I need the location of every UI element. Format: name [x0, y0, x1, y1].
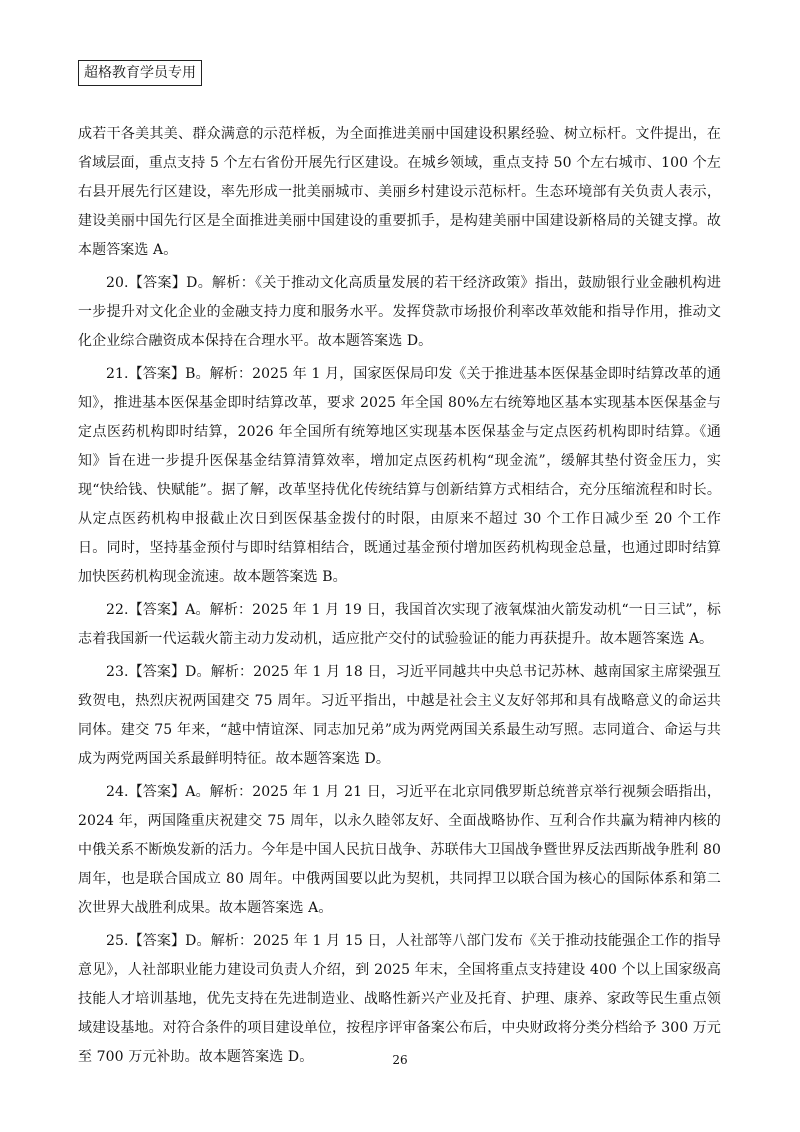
answer-paragraph-25: 25.【答案】D。解析：2025 年 1 月 15 日，人社部等八部门发布《关于推动技能强企工作的指导意见》，人社部职业能力建设司负责人介绍，到 2025 年末，全国将重点支持建设 400 个以上国家级高技能人才培训基地，优先支持在先进制造业、战略性新兴产业及托育、护理、康养、家政等民生重点领域建设基地。对符合条件的项目建设单位，按程序评审备案公布后，中央财政将分类分档给予 300 万元至 700 万元补助。故本题答案选 D。 — [78, 933, 721, 1065]
answer-paragraph-21: 21.【答案】B。解析：2025 年 1 月，国家医保局印发《关于推进基本医保基金即时结算改革的通知》，推进基本医保基金即时结算改革，要求 2025 年全国 80%左右统筹地区基本实现基本医保基金与定点医药机构即时结算，2026 年全国所有统筹地区实现基本医保基金与定点医药机构即时结算。《通知》旨在进一步提升医保基金结算清算效率，增加定点医药机构“现金流”，缓解其垫付资金压力，实现“快给钱、快赋能”。据了解，改革坚持优化传统结算与创新结算方式相结合，充分压缩流程和时长。从定点医药机构申报截止次日到医保基金拨付的时限，由原来不超过 30 个工作日减少至 20 个工作日。同时，坚持基金预付与即时结算相结合，既通过基金预付增加医药机构现金总量，也通过即时结算加快医药机构现金流速。故本题答案选 B。 — [78, 366, 722, 585]
answer-paragraph-23: 23.【答案】D。解析：2025 年 1 月 18 日，习近平同越共中央总书记苏林、越南国家主席梁强互致贺电，热烈庆祝两国建交 75 周年。习近平指出，中越是社会主义友好邻邦和具有战略意义的命运共同体。建交 75 年来，“越中情谊深、同志加兄弟”成为两党两国关系最生动写照。志同道合、命运与共成为两党两国关系最鲜明特征。故本题答案选 D。 — [78, 664, 721, 767]
answer-paragraph-20: 20.【答案】D。解析：《关于推动文化高质量发展的若干经济政策》指出，鼓励银行业金融机构进一步提升对文化企业的金融支持力度和服务水平。发挥贷款市场报价利率改革效能和指导作用，推动文化企业综合融资成本保持在合理水平。故本题答案选 D。 — [78, 275, 721, 349]
document-body — [78, 120, 721, 1076]
paragraph-continuation: 成若干各美其美、群众满意的示范样板，为全面推进美丽中国建设积累经验、树立标杆。文件提出，在省域层面，重点支持 5 个左右省份开展先行区建设。在城乡领域，重点支持 50 个左右城市、100 个左右县开展先行区建设，率先形成一批美丽城市、美丽乡村建设示范标杆。生态环境部有关负责人表示，建设美丽中国先行区是全面推进美丽中国建设的重要抓手，是构建美丽中国建设新格局的关键支撑。故本题答案选 A。 — [78, 126, 721, 258]
header-label: 超格教育学员专用 — [78, 60, 202, 86]
answer-paragraph-22: 22.【答案】A。解析：2025 年 1 月 19 日，我国首次实现了液氧煤油火箭发动机“一日三试”，标志着我国新一代运载火箭主动力发动机，适应批产交付的试验验证的能力再获提升。故本题答案选 A。 — [78, 602, 721, 647]
page-number: 26 — [392, 1053, 408, 1067]
answer-paragraph-24: 24.【答案】A。解析：2025 年 1 月 21 日，习近平在北京同俄罗斯总统普京举行视频会晤指出，2024 年，两国隆重庆祝建交 75 周年，以永久睦邻友好、全面战略协作、互利合作共赢为精神内核的中俄关系不断焕发新的活力。今年是中国人民抗日战争、苏联伟大卫国战争暨世界反法西斯战争胜利 80 周年，也是联合国成立 80 周年。中俄两国要以此为契机，共同捍卫以联合国为核心的国际体系和第二次世界大战胜利成果。故本题答案选 A。 — [78, 784, 721, 916]
